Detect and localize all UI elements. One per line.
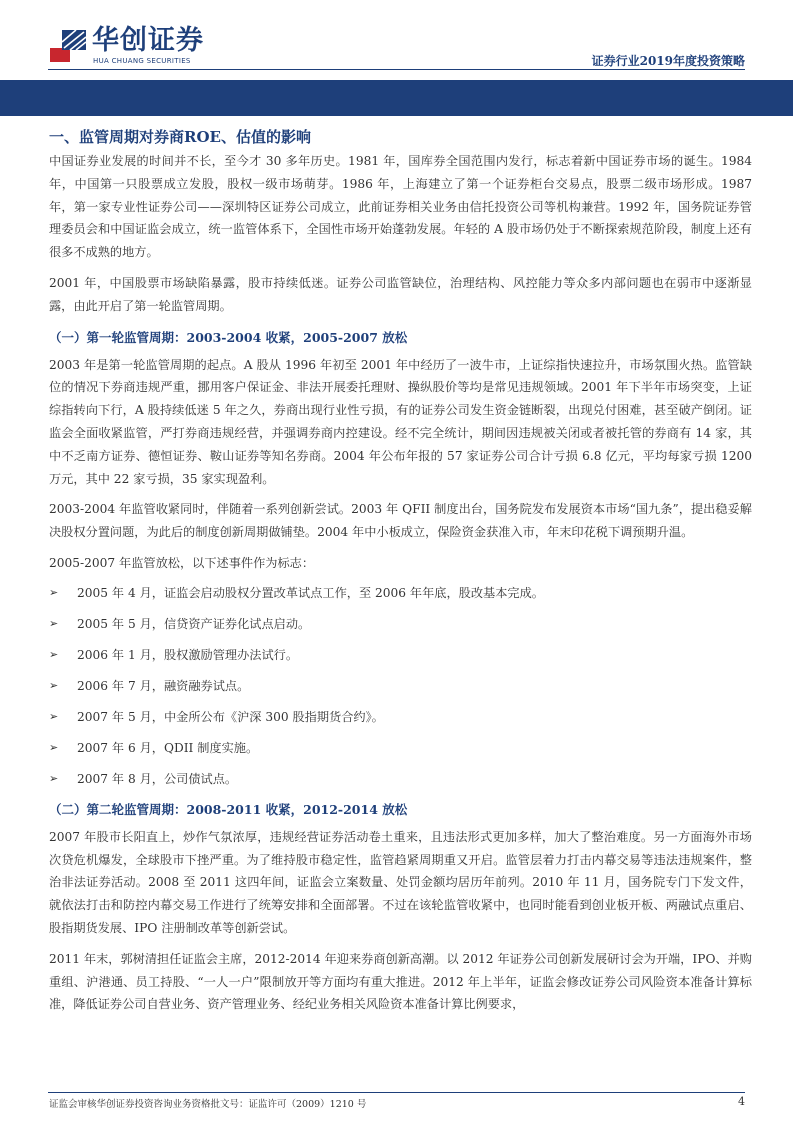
intro-paragraph: 中国证券业发展的时间并不长，至今才 30 多年历史。1981 年，国库券全国范围内发行，标志着新中国证券市场的诞生。1984 年，中国第一只股票成立发股，股权一级市场萌芽。1986 年，上海建立了第一个证券柜台交易点，股票二级市场形成。1987 年，第一家专业性证券公司——深圳特区证券公司成立，此前证券相关业务由信托投资公司等机构兼营。1992 年，国务院证券管理委员会和中国证监会成立，统一监管体系下，全国性市场开始蓬勃发展。年轻的 A 股市场仍处于不断探索规范阶段，制度上还有很多不成熟的地方。 [49,154,752,260]
page-header [0,0,793,80]
header-divider [48,69,745,70]
body-paragraph: 2003 年是第一轮监管周期的起点。A 股从 1996 年初至 2001 年中经历了一波牛市，上证综指快速拉升，市场氛围火热。监管缺位的情况下券商违规严重，挪用客户保证金、非法开展委托理财、操纵股价等均是常见违规领域。2001 年下半年市场突变，上证综指转向下行，A 股持续低迷 5 年之久，券商出现行业性亏损，有的证券公司发生资金链断裂，出现兑付困难，甚至破产倒闭。证监会全面收紧监管，严打券商违规经营，并强调券商内控建设。经不完全统计，期间因违规被关闭或者被托管的券商有 14 家，其中不乏南方证券、德恒证券、鞍山证券等知名券商。2004 年公布年报的 57 家证券公司合计亏损 6.8 亿元，平均每家亏损 1200 万元，其中 22 家亏损，35 家实现盈利。 [49,357,752,486]
list-item-text: 2007 年 6 月，QDII 制度实施。 [77,740,259,755]
arrow-bullet-icon: ➢ [49,647,59,661]
intro-paragraph: 2001 年，中国股票市场缺陷暴露，股市持续低迷。证券公司监管缺位，治理结构、风控能力等众多内部问题也在弱市中逐渐显露，由此开启了第一轮监管周期。 [49,275,752,313]
list-item [49,676,752,696]
main-content [49,118,752,1024]
list-item-text: 2005 年 5 月，信贷资产证券化试点启动。 [77,616,311,631]
list-item [49,769,752,789]
logo-english-name: HUA CHUANG SECURITIES [93,57,191,65]
report-title: 证券行业2019年度投资策略 [591,54,745,68]
section-heading: 一、监管周期对券商ROE、估值的影响 [49,128,311,146]
list-item-text: 2007 年 5 月，中金所公布《沪深 300 股指期货合约》。 [77,709,384,724]
logo-chinese-name: 华创证券 [92,25,204,56]
list-item-text: 2006 年 1 月，股权激励管理办法试行。 [77,647,299,662]
list-item-text: 2007 年 8 月，公司债试点。 [77,771,238,786]
list-item [49,645,752,665]
list-item [49,583,752,603]
arrow-bullet-icon: ➢ [49,740,59,754]
list-item-text: 2006 年 7 月，融资融券试点。 [77,678,250,693]
huachuang-logo-icon [48,28,88,64]
list-item [49,614,752,634]
list-item [49,707,752,727]
arrow-bullet-icon: ➢ [49,616,59,630]
subsection-title-2: （二）第二轮监管周期：2008-2011 收紧，2012-2014 放松 [49,801,408,817]
arrow-bullet-icon: ➢ [49,709,59,723]
list-item [49,738,752,758]
arrow-bullet-icon: ➢ [49,678,59,692]
event-list [49,583,752,789]
page-number: 4 [738,1095,745,1108]
body-paragraph: 2005-2007 年监管放松，以下述事件作为标志： [49,555,315,570]
list-item-text: 2005 年 4 月，证监会启动股权分置改革试点工作，至 2006 年年底，股改基本完成。 [77,585,544,600]
arrow-bullet-icon: ➢ [49,771,59,785]
body-paragraph: 2007 年股市长阳直上，炒作气氛浓厚，违规经营证券活动卷土重来，且违法形式更加多样，加大了整治难度。另一方面海外市场次贷危机爆发，全球股市下挫严重。为了维持股市稳定性，监管趋紧周期重又开启。监管层着力打击内幕交易等违法违规案件，整治非法证券活动。2008 至 2011 这四年间，证监会立案数量、处罚金额均居历年前列。2010 年 11 月，国务院专门下发文件，就依法打击和防控内幕交易工作进行了统筹安排和全面部署。不过在该轮监管收紧中，也同时能看到创业板开板、两融试点重启、股指期货发展、IPO 注册制改革等创新尝试。 [49,829,752,935]
header-band [0,80,793,116]
body-paragraph: 2011 年末，郭树清担任证监会主席，2012-2014 年迎来券商创新高潮。以 2012 年证券公司创新发展研讨会为开端，IPO、并购重组、沪港通、员工持股、“一人一户”限制放开等方面均有重大推进。2012 年上半年，证监会修改证券公司风险资本准备计算标准，降低证券公司自营业务、资产管理业务、经纪业务相关风险资本准备计算比例要求， [49,951,752,1012]
footer-divider [48,1092,745,1093]
subsection-title-1: （一）第一轮监管周期：2003-2004 收紧，2005-2007 放松 [49,329,408,345]
footer-disclaimer: 证监会审核华创证券投资咨询业务资格批文号：证监许可（2009）1210 号 [49,1099,367,1110]
body-paragraph: 2003-2004 年监管收紧同时，伴随着一系列创新尝试。2003 年 QFII 制度出台，国务院发布发展资本市场“国九条”，提出稳妥解决股权分置问题，为此后的制度创新周期做铺垫。2004 年中小板成立，保险资金获准入市，年末印花税下调预期升温。 [49,502,752,540]
arrow-bullet-icon: ➢ [49,585,59,599]
